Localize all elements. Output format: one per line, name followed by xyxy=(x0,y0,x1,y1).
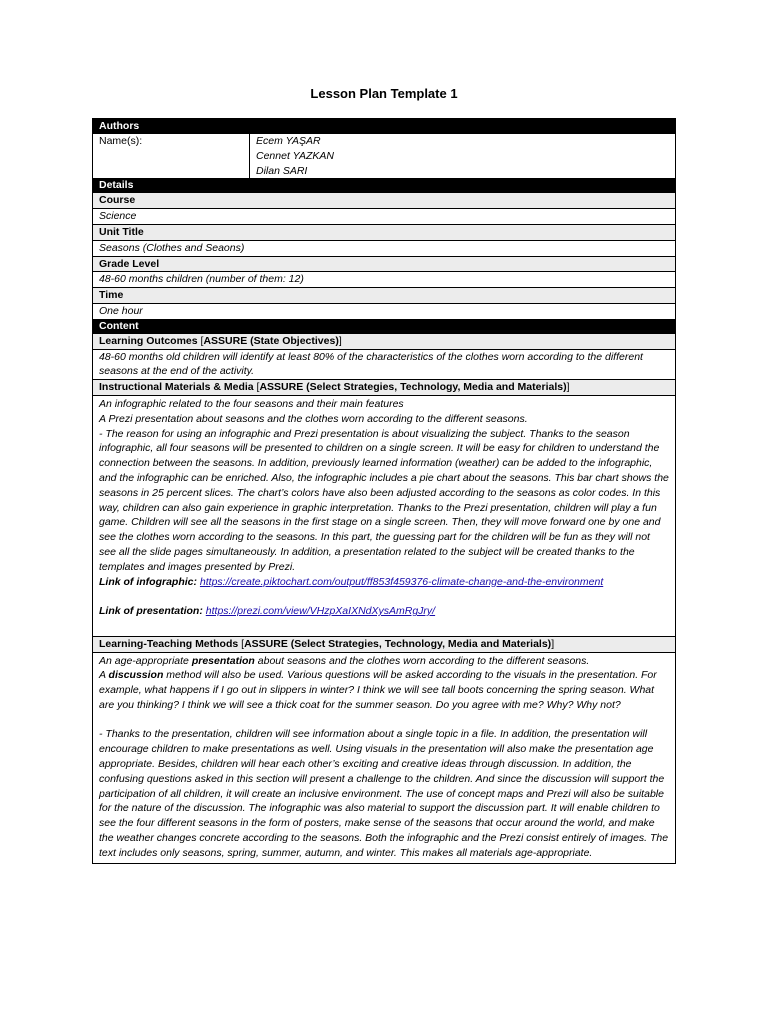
course-label: Course xyxy=(93,193,675,208)
methods-text: A xyxy=(99,669,109,682)
grade-level-value: 48-60 months children (number of them: 12) xyxy=(93,271,675,287)
authors-header: Authors xyxy=(93,119,675,134)
methods-paragraph xyxy=(99,668,669,712)
details-header: Details xyxy=(93,178,675,193)
presentation-link[interactable]: https://prezi.com/view/VHzpXaIXNdXysAmRgJry/ xyxy=(205,605,436,618)
author-name: Cennet YAZKAN xyxy=(256,149,335,162)
grade-level-label: Grade Level xyxy=(93,256,675,272)
learning-outcomes-text: 48-60 months old children will identify at least 80% of the characteristics of the clothes worn according to the different seasons at the end of the activity. xyxy=(93,349,675,380)
methods-header: Learning-Teaching Methods [ASSURE (Select Strategies, Technology, Media and Materials)] xyxy=(93,636,675,652)
learning-outcomes-label: Learning Outcomes xyxy=(99,334,198,347)
materials-line: An infographic related to the four seasons and their main features xyxy=(99,397,404,410)
learning-outcomes-tag: ASSURE (State Objectives) xyxy=(203,334,339,347)
author-name: Dilan SARI xyxy=(256,164,308,177)
methods-keyword: presentation xyxy=(191,654,255,667)
methods-text: about seasons and the clothes worn according to the different seasons. xyxy=(254,654,590,667)
presentation-link-line xyxy=(99,604,669,619)
materials-header: Instructional Materials & Media [ASSURE (Select Strategies, Technology, Media and Materials)] xyxy=(93,379,675,395)
methods-keyword: discussion xyxy=(108,669,164,682)
materials-tag: ASSURE (Select Strategies, Technology, Media and Materials) xyxy=(259,381,567,394)
infographic-link-line xyxy=(99,575,669,590)
methods-paragraph xyxy=(99,654,669,669)
methods-text: method will also be used. Various questions will be asked according to the visuals in the presentation. For example, what happens if I go out in slippers in winter? I think we will see tall boots concerning the spring season. What are you thinking? I think we will see a thick coat for the summer season. Do you agree with me? Why? Why not? xyxy=(99,669,657,711)
methods-label: Learning-Teaching Methods xyxy=(99,637,239,650)
authors-row xyxy=(93,134,675,178)
methods-tag: ASSURE (Select Strategies, Technology, Media and Materials) xyxy=(244,637,552,650)
names-label: Name(s): xyxy=(93,134,250,178)
content-header: Content xyxy=(93,319,675,334)
materials-body xyxy=(93,395,675,636)
author-name: Ecem YAŞAR xyxy=(256,135,321,147)
time-value: One hour xyxy=(93,303,675,319)
lesson-plan-table xyxy=(92,118,676,864)
page-title: Lesson Plan Template 1 xyxy=(310,86,458,101)
author-names xyxy=(250,134,340,178)
methods-text: An age-appropriate xyxy=(99,654,192,667)
materials-line: A Prezi presentation about seasons and the clothes worn according to the different seasons. xyxy=(99,412,528,425)
unit-title-label: Unit Title xyxy=(93,224,675,240)
learning-outcomes-header: Learning Outcomes [ASSURE (State Objectives)] xyxy=(93,334,675,349)
infographic-link-label: Link of infographic: xyxy=(99,575,197,588)
unit-title-value: Seasons (Clothes and Seaons) xyxy=(93,240,675,256)
materials-label: Instructional Materials & Media xyxy=(99,381,254,394)
course-value: Science xyxy=(93,208,675,224)
methods-paragraph: - Thanks to the presentation, children will see information about a single topic in a file. In addition, the presentation will encourage children to make presentations as well. Using visuals in the presentation will also make the presentation age appropriate. Besides, children will hear each other’s exciting and creative ideas through discussion. In addition, the confusing questions asked in this section will present a challenge to the children. And since the discussion will support the participation of all children, it will create an inclusive environment. The use of concept maps and Prezi will also be suitable for the nature of the discussion. The infographic was also material to support the discussion part. It will enable children to see the four different seasons in the form of posters, make sense of the seasons that occur around the world, and make the weather changes concrete according to the seasons. Both the infographic and the Prezi consist entirely of images. The text includes only seasons, spring, summer, autumn, and winter. This makes all materials age-appropriate. xyxy=(99,728,669,859)
presentation-link-label: Link of presentation: xyxy=(99,605,203,618)
methods-body xyxy=(93,652,675,863)
time-label: Time xyxy=(93,287,675,303)
infographic-link[interactable]: https://create.piktochart.com/output/ff853f459376-climate-change-and-the-environment xyxy=(199,575,604,588)
materials-paragraph: - The reason for using an infographic and Prezi presentation is about visualizing the subject. Thanks to the season infographic, all four seasons will be presented to children on a single screen. It will be easy for children to understand the connection between the seasons. In addition, previously learned information (weather) can be added to the infographic, and the infographic can be enriched. Also, the infographic includes a pie chart about the seasons. This bar chart shows the seasons in 25 percent slices. The chart’s colors have also been adjusted according to the seasons as color codes. In this way, children can also gain experience in graphic interpretation. Thanks to the Prezi presentation, children will play a fun game. Children will see all the seasons in the first stage on a single screen. Then, they will move forward one by one and see the clothes worn according to the seasons. In this part, the guessing part for the children will be fun as they will not see all the slide pages simultaneously. In addition, a presentation related to the subject will be created thanks to the templates and images presented by Prezi. xyxy=(99,427,669,573)
